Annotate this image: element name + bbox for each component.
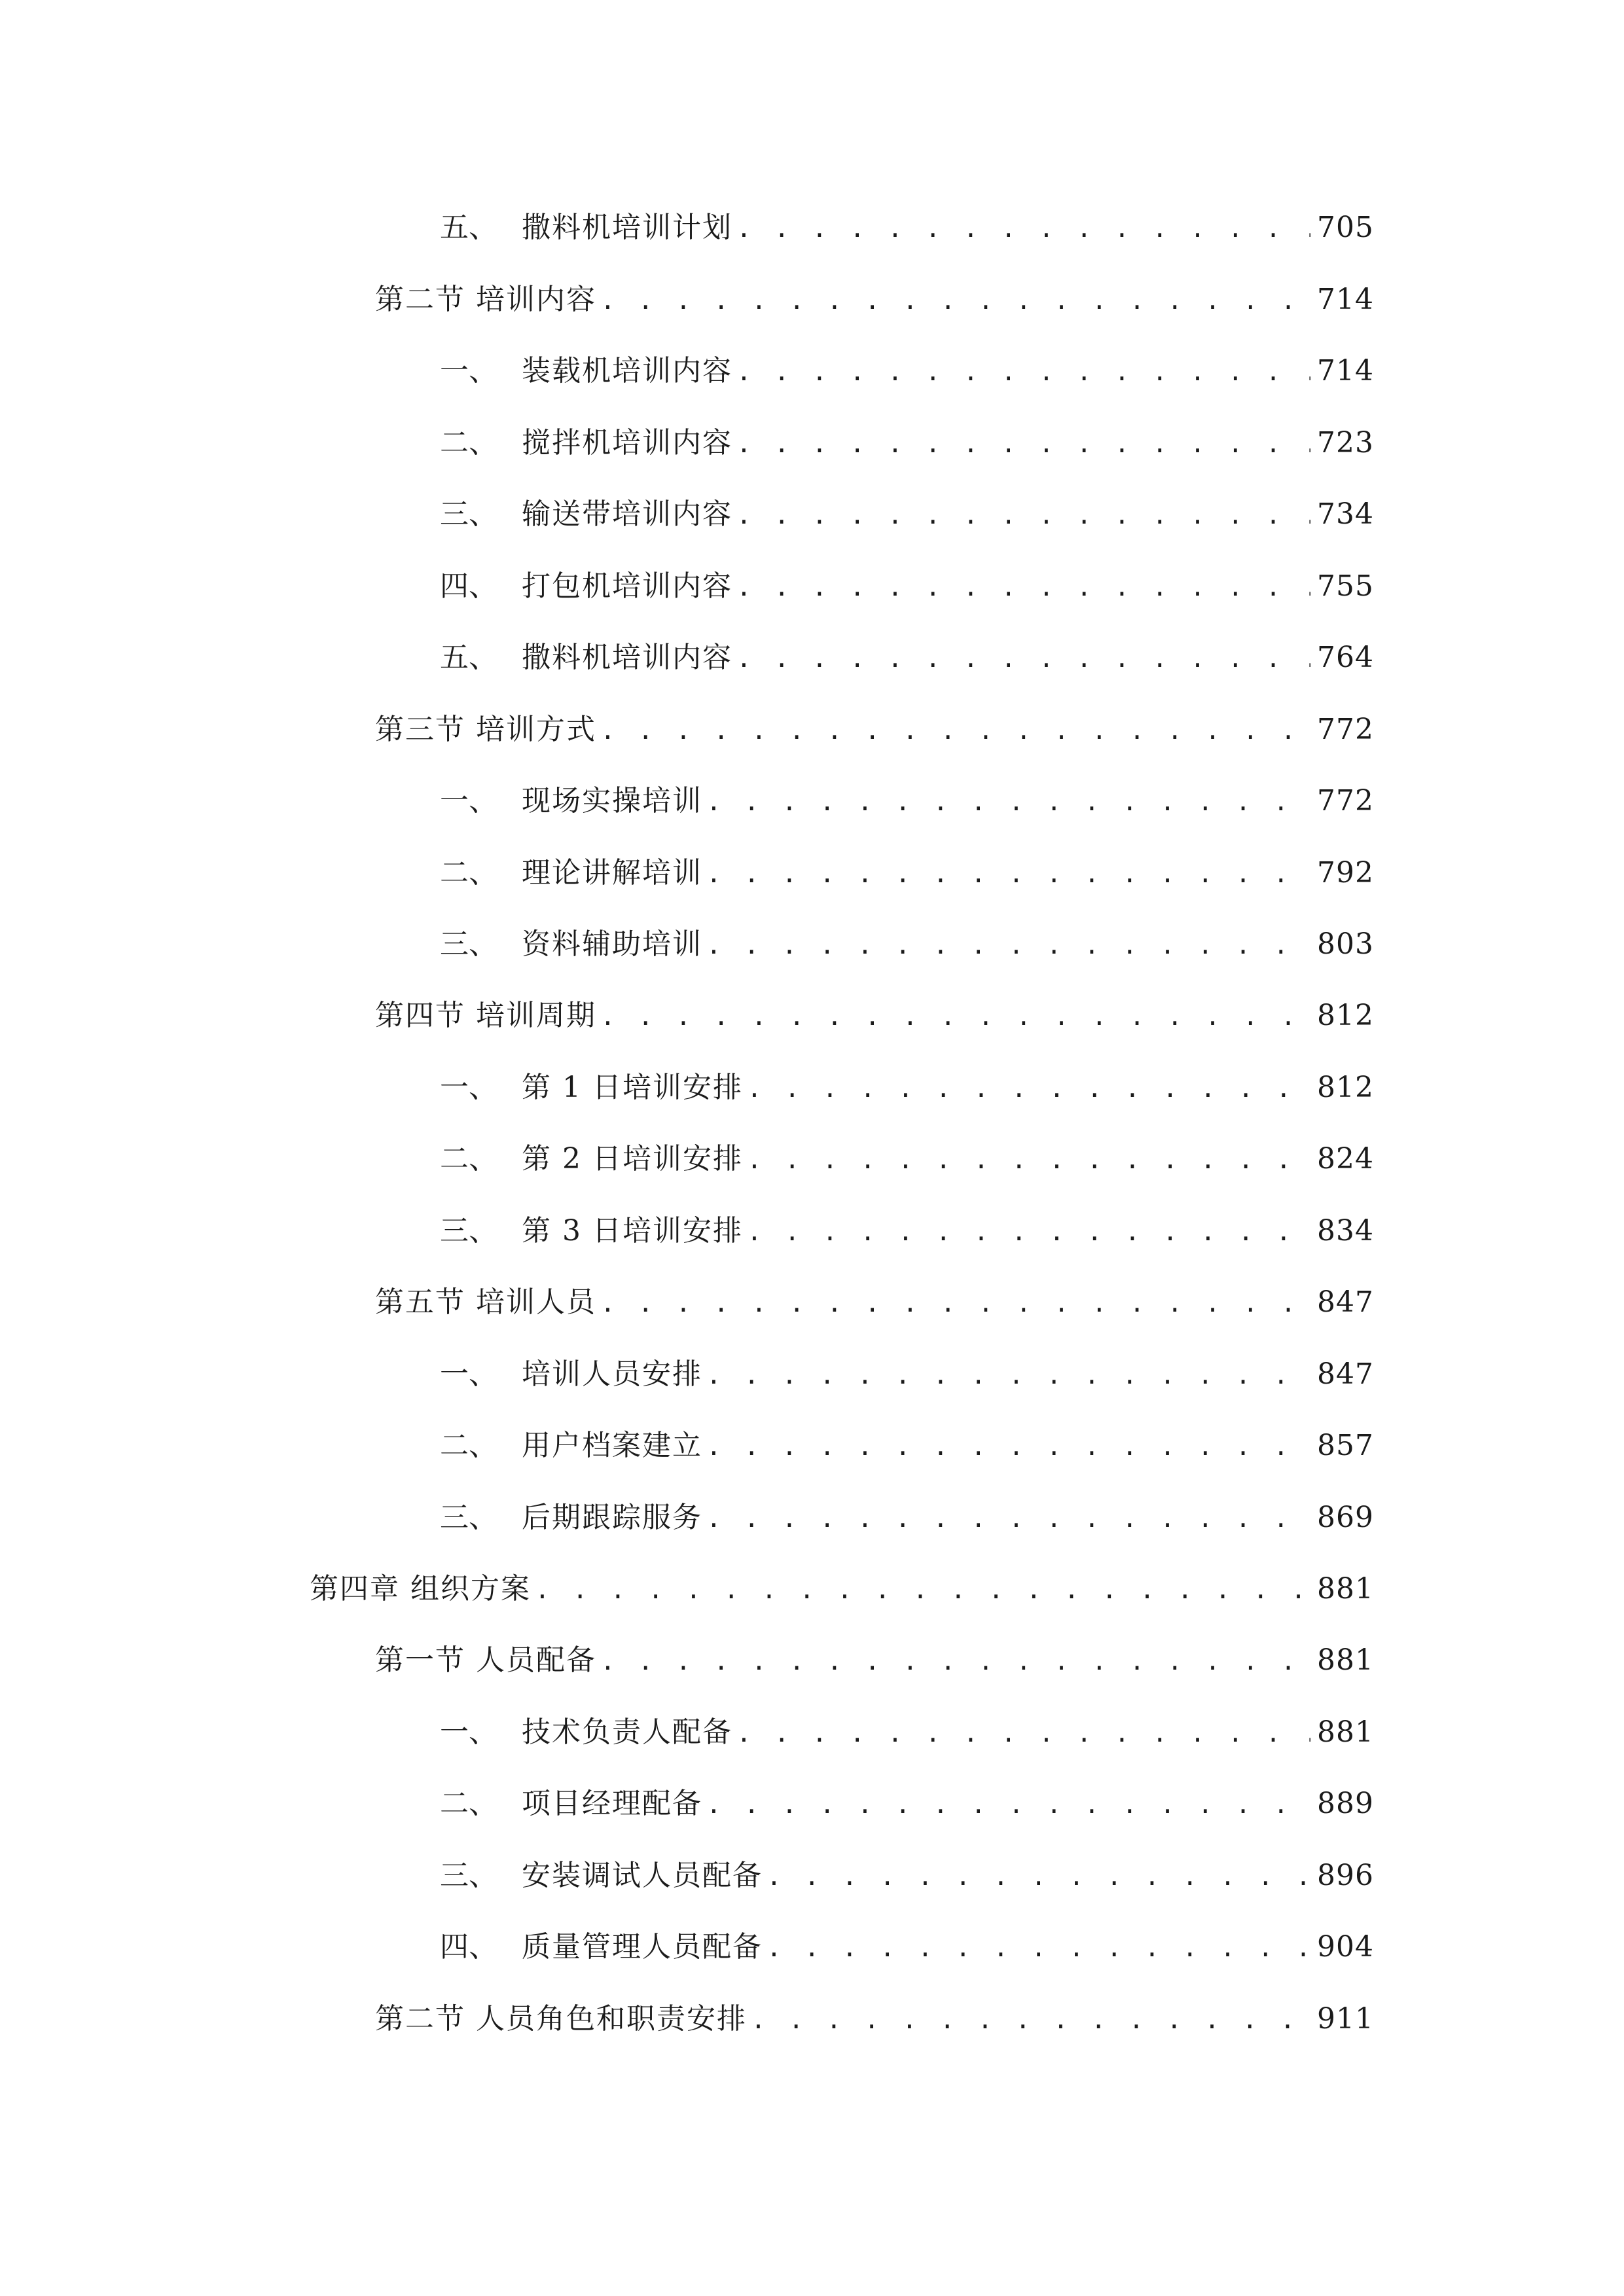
- dot-leader: [706, 854, 1310, 893]
- dot-leader: [751, 2000, 1310, 2039]
- toc-entry-page: 772: [1317, 713, 1374, 746]
- dot-leader: [600, 997, 1310, 1036]
- toc-entry[interactable]: [440, 567, 1374, 606]
- toc-entry-title: 第 3 日培训安排: [522, 1214, 743, 1247]
- dot-leader: [535, 1570, 1310, 1609]
- toc-entry-title: 搅拌机培训内容: [522, 426, 732, 459]
- toc-entry-number: 一、: [440, 784, 497, 817]
- dot-leader: [736, 352, 1310, 391]
- toc-entry-title: 第 2 日培训安排: [522, 1142, 743, 1175]
- toc-entry-title: 撒料机培训内容: [522, 641, 732, 674]
- toc-entry-page: 734: [1317, 497, 1374, 531]
- toc-entry-number: 三、: [440, 1859, 497, 1892]
- toc-entry-title: 技术负责人配备: [522, 1715, 732, 1749]
- toc-entry-title: 撒料机培训计划: [522, 211, 732, 244]
- toc-entry-page: 812: [1317, 999, 1374, 1032]
- toc-entry-page: 714: [1317, 354, 1374, 387]
- toc-entry-page: 824: [1317, 1142, 1374, 1175]
- toc-entry-page: 911: [1317, 2002, 1374, 2036]
- toc-entry-page: 896: [1317, 1859, 1374, 1892]
- toc-section-entry[interactable]: [375, 710, 1374, 749]
- toc-entry-title: 第一节 人员配备: [375, 1643, 596, 1677]
- dot-leader: [600, 1641, 1310, 1681]
- dot-leader: [706, 1355, 1310, 1395]
- toc-entry-title: 第三节 培训方式: [375, 713, 596, 746]
- dot-leader: [706, 1785, 1310, 1824]
- toc-entry-number: 二、: [440, 1429, 497, 1462]
- toc-entry[interactable]: [440, 1498, 1374, 1537]
- toc-entry-page: 772: [1317, 784, 1374, 817]
- toc-entry[interactable]: [440, 1426, 1374, 1465]
- toc-section-entry[interactable]: [375, 2000, 1374, 2039]
- toc-entry-title: 理论讲解培训: [522, 856, 702, 889]
- dot-leader: [706, 1427, 1310, 1466]
- toc-section-entry[interactable]: [375, 280, 1374, 319]
- toc-entry-page: 847: [1317, 1285, 1374, 1319]
- toc-entry[interactable]: [440, 1928, 1374, 1967]
- toc-entry-number: 一、: [440, 1357, 497, 1391]
- dot-leader: [747, 1212, 1310, 1251]
- dot-leader: [736, 424, 1310, 463]
- toc-entry-title: 安装调试人员配备: [522, 1859, 763, 1892]
- dot-leader: [736, 567, 1310, 607]
- toc-entry[interactable]: [440, 638, 1374, 677]
- toc-entry[interactable]: [440, 495, 1374, 534]
- toc-entry-page: 764: [1317, 641, 1374, 674]
- toc-entry-number: 二、: [440, 1142, 497, 1175]
- dot-leader: [706, 782, 1310, 821]
- dot-leader: [600, 711, 1310, 750]
- toc-entry[interactable]: [440, 1139, 1374, 1179]
- dot-leader: [767, 1928, 1310, 1967]
- toc-entry-number: 四、: [440, 569, 497, 603]
- toc-entry-page: 881: [1317, 1715, 1374, 1749]
- toc-entry[interactable]: [440, 1355, 1374, 1394]
- dot-leader: [706, 925, 1310, 965]
- toc-entry-number: 五、: [440, 641, 497, 674]
- dot-leader: [747, 1140, 1310, 1179]
- dot-leader: [736, 1713, 1310, 1753]
- toc-entry-page: 869: [1317, 1501, 1374, 1534]
- toc-entry-page: 881: [1317, 1572, 1374, 1605]
- toc-entry[interactable]: [440, 1713, 1374, 1752]
- toc-entry-title: 培训人员安排: [522, 1357, 702, 1391]
- toc-section-entry[interactable]: [375, 996, 1374, 1035]
- toc-entry-title: 第四节 培训周期: [375, 999, 596, 1032]
- toc-entry[interactable]: [440, 1068, 1374, 1107]
- toc-entry-title: 打包机培训内容: [522, 569, 732, 603]
- toc-entry-page: 847: [1317, 1357, 1374, 1391]
- toc-entry-page: 714: [1317, 283, 1374, 316]
- toc-entry-page: 889: [1317, 1787, 1374, 1820]
- toc-entry[interactable]: [440, 351, 1374, 391]
- toc-entry-title: 第二节 人员角色和职责安排: [375, 2002, 747, 2036]
- toc-entry-page: 881: [1317, 1643, 1374, 1677]
- toc-entry-title: 质量管理人员配备: [522, 1930, 763, 1964]
- toc-entry[interactable]: [440, 853, 1374, 893]
- toc-entry-title: 第 1 日培训安排: [522, 1071, 743, 1104]
- toc-entry-page: 803: [1317, 927, 1374, 961]
- toc-entry[interactable]: [440, 925, 1374, 964]
- dot-leader: [600, 1283, 1310, 1323]
- toc-section-entry[interactable]: [375, 1283, 1374, 1322]
- dot-leader: [736, 209, 1310, 248]
- toc-entry-title: 第五节 培训人员: [375, 1285, 596, 1319]
- toc-entry[interactable]: [440, 781, 1374, 821]
- toc-entry-number: 二、: [440, 1787, 497, 1820]
- dot-leader: [706, 1499, 1310, 1538]
- toc-entry-title: 装载机培训内容: [522, 354, 732, 387]
- toc-entry-page: 723: [1317, 426, 1374, 459]
- toc-entry-number: 三、: [440, 927, 497, 961]
- toc-entry[interactable]: [440, 423, 1374, 463]
- toc-section-entry[interactable]: [375, 1641, 1374, 1680]
- dot-leader: [736, 495, 1310, 535]
- toc-entry-number: 一、: [440, 1071, 497, 1104]
- toc-entry-page: 812: [1317, 1071, 1374, 1104]
- toc-entry-title: 现场实操培训: [522, 784, 702, 817]
- toc-entry-page: 904: [1317, 1930, 1374, 1964]
- toc-entry-title: 第二节 培训内容: [375, 283, 596, 316]
- toc-entry-number: 三、: [440, 1501, 497, 1534]
- toc-entry-page: 705: [1317, 211, 1374, 244]
- toc-entry[interactable]: [440, 1784, 1374, 1823]
- toc-entry-number: 四、: [440, 1930, 497, 1964]
- toc-entry[interactable]: [440, 1211, 1374, 1251]
- toc-entry-title: 第四章 组织方案: [310, 1572, 531, 1605]
- toc-entry-page: 857: [1317, 1429, 1374, 1462]
- toc-entry-number: 五、: [440, 211, 497, 244]
- toc-entry-title: 项目经理配备: [522, 1787, 702, 1820]
- toc-chapter-entry[interactable]: [310, 1570, 1374, 1609]
- toc-entry-number: 二、: [440, 856, 497, 889]
- toc-entry-title: 资料辅助培训: [522, 927, 702, 961]
- dot-leader: [747, 1069, 1310, 1108]
- toc-entry-title: 输送带培训内容: [522, 497, 732, 531]
- toc-entry-number: 三、: [440, 1214, 497, 1247]
- toc-entry-number: 一、: [440, 1715, 497, 1749]
- dot-leader: [600, 281, 1310, 320]
- toc-entry[interactable]: [440, 1856, 1374, 1895]
- dot-leader: [736, 639, 1310, 678]
- toc-entry-page: 792: [1317, 856, 1374, 889]
- toc-entry-title: 用户档案建立: [522, 1429, 702, 1462]
- toc-entry-number: 三、: [440, 497, 497, 531]
- toc-entry[interactable]: [440, 208, 1374, 247]
- toc-entry-title: 后期跟踪服务: [522, 1501, 702, 1534]
- toc-entry-number: 二、: [440, 426, 497, 459]
- dot-leader: [767, 1857, 1310, 1896]
- toc-entry-page: 834: [1317, 1214, 1374, 1247]
- toc-entry-page: 755: [1317, 569, 1374, 603]
- toc-entry-number: 一、: [440, 354, 497, 387]
